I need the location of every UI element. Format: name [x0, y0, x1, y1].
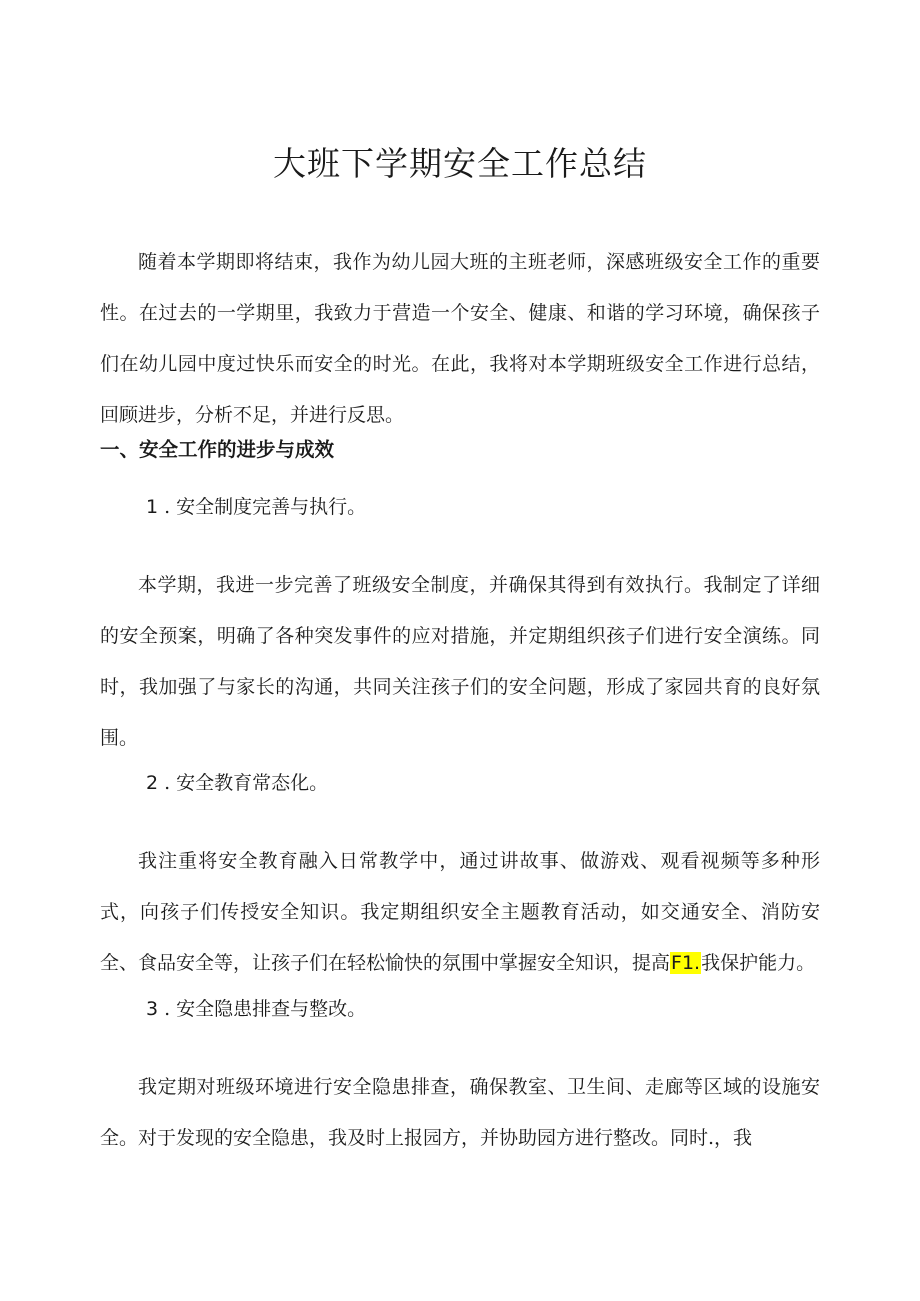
paragraph-2 [100, 836, 820, 989]
paragraph-2-text-before: 我注重将安全教育融入日常教学中，通过讲故事、做游戏、观看视频等多种形式，向孩子们传授安全知识。我定期组织安全主题教育活动，如交通安全、消防安全、食品安全等，让孩子们在轻松愉快的氛围中掌握安全知识，提高 [100, 850, 820, 974]
subheading-2-title: . 安全教育常态化。 [164, 772, 329, 794]
subheading-1-number: 1 [146, 496, 159, 518]
intro-paragraph: 随着本学期即将结束，我作为幼儿园大班的主班老师，深感班级安全工作的重要性。在过去的一学期里，我致力于营造一个安全、健康、和谐的学习环境，确保孩子们在幼儿园中度过快乐而安全的时光。在此，我将对本学期班级安全工作进行总结，回顾进步，分析不足，并进行反思。 [100, 251, 820, 426]
paragraph-2-text-after: 我保护能力。 [701, 952, 816, 974]
paragraph-3: 我定期对班级环境进行安全隐患排查，确保教室、卫生间、走廊等区域的设施安全。对于发现的安全隐患，我及时上报园方，并协助园方进行整改。同时.，我 [100, 1076, 820, 1149]
document-title: 大班下学期安全工作总结 [273, 144, 647, 183]
subheading-2-number: 2 [146, 772, 159, 794]
paragraph-1: 本学期，我进一步完善了班级安全制度，并确保其得到有效执行。我制定了详细的安全预案，明确了各种突发事件的应对措施，并定期组织孩子们进行安全演练。同时，我加强了与家长的沟通，共同关注孩子们的安全问题，形成了家园共育的良好氛围。 [100, 574, 820, 749]
highlighted-text: F1. [671, 952, 701, 974]
subheading-1-title: . 安全制度完善与执行。 [164, 496, 367, 518]
subheading-3 [146, 994, 366, 1021]
subheading-2 [146, 768, 328, 795]
section-heading: 一、安全工作的进步与成效 [100, 438, 335, 461]
subheading-3-title: . 安全隐患排查与整改。 [164, 998, 367, 1020]
subheading-3-number: 3 [146, 998, 159, 1020]
subheading-1 [146, 492, 366, 519]
